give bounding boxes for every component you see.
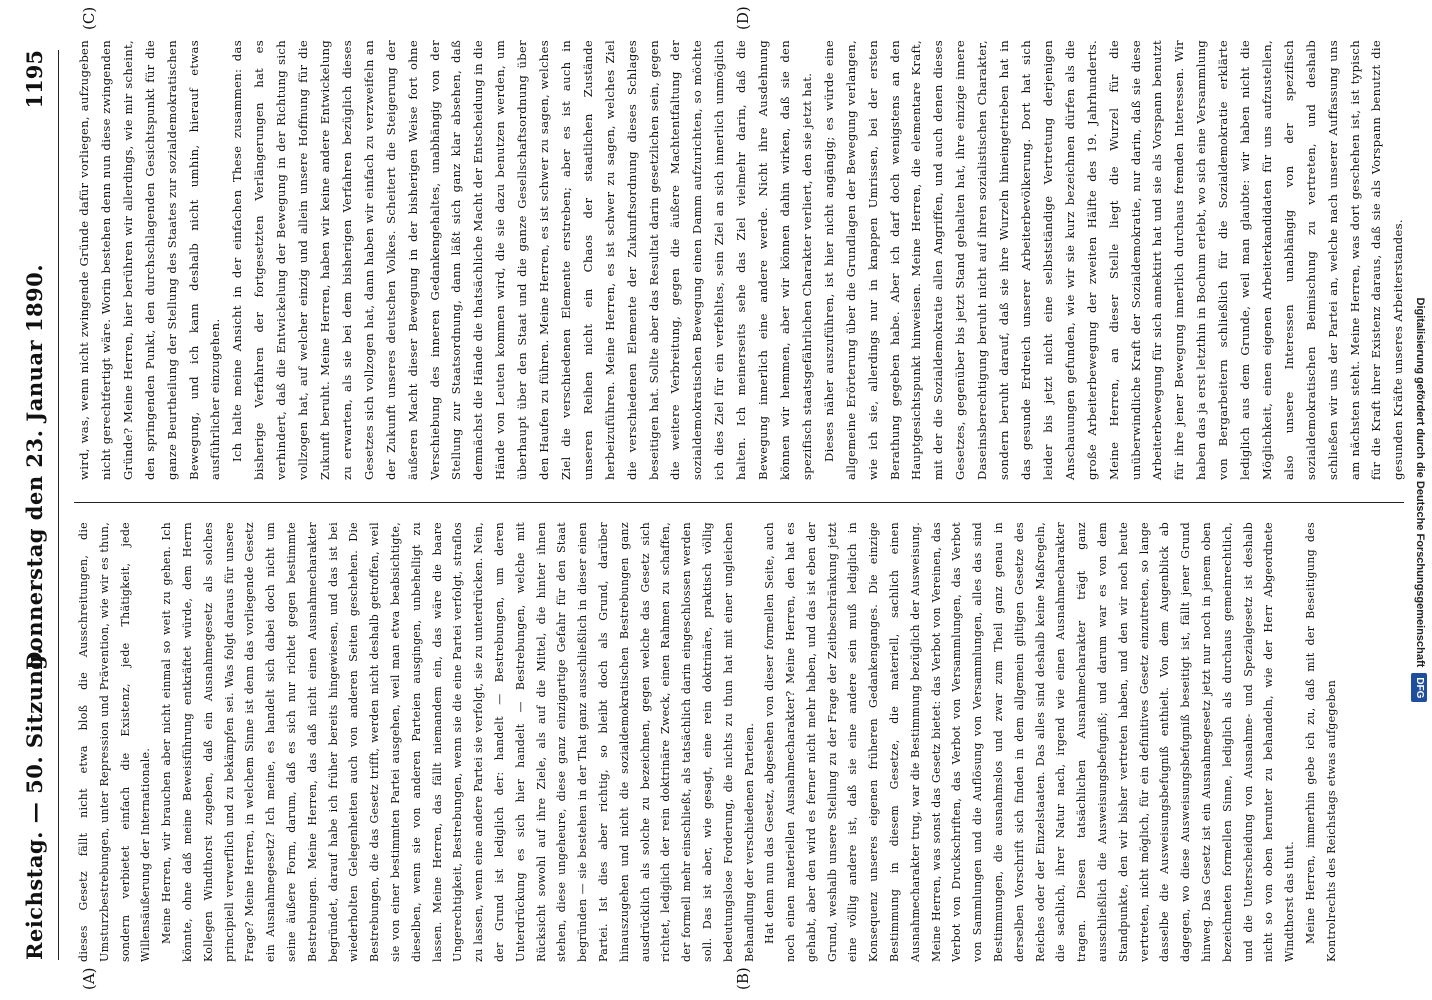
- page-number: 1195: [22, 50, 47, 109]
- page-header: [18, 50, 59, 960]
- paragraph: Hat denn nun das Gesetz, abgesehen von dieser formellen Seite, auch noch einen materiellen Ausnahmecharakter? Meine Herren, den hat es gehabt, aber den wird es ferner nicht mehr haben, und das ist eben der Grund, weshalb unsere Stellung zu der Frage der Zeitbeschränkung jetzt eine völlig andere ist, daß sie eine andere sein muß lediglich in Konsequenz unseres eigenen früheren Gedankenganges. Die einzige Bestimmung in diesem Gesetze, die materiell, sachlich einen Ausnahmecharakter trug, war die Bestimmung bezüglich der Ausweisung. Meine Herren, was sonst das Gesetz bietet: das Verbot von Vereinen, das Verbot von Druckschriften, das Verbot von Versammlungen, das Verbot von Sammlungen und die Auflösung von Versammlungen, alles das sind Bestimmungen, die ausnahmslos und zwar zum Theil ganz genau in derselben Vorschrift sich finden in dem allgemein giltigen Gesetze des Reiches oder der Einzelstaaten. Das alles sind deshalb keine Maßregeln, die sachlich, ihrer Natur nach, irgend wie einen Ausnahmecharakter tragen. Diesen tatsächlichen Ausnahmecharakter trägt ganz ausschließlich die Ausweisungsbefugniß; und darum war es von dem Standpunkte, den wir bisher vertreten haben, und den wir noch heute vertreten, nicht möglich, für ein definitives Gesetz einzutreten, so lange dasselbe die Ausweisungsbefugniß enthielt. Von dem Augenblick ab dagegen, wo diese Ausweisungsbefugniß beseitigt ist, fällt jener Grund hinweg. Das Gesetz ist ein Ausnahmegesetz jetzt nur noch in jenem oben bezeichneten formellen Sinne, lediglich als durchaus gemeinrechtlich, und die Unterscheidung von Ausnahme- und Spezialgesetz ist deshalb nicht so von oben herunter zu behandeln, wie der Herr Abgeordnete Windthorst das thut.: [763, 522, 1297, 962]
- header-session: Reichstag. — 50. Sitzung.: [22, 646, 47, 960]
- margin-marker-c: (C): [80, 6, 98, 30]
- paragraph: Meine Herren, immerhin gebe ich zu, daß mit der Beseitigung des Kontrolrechts des Reichstags etwas aufgegeben: [1304, 522, 1338, 962]
- digitization-credit: [1411, 0, 1428, 1000]
- left-text-column: [74, 522, 1343, 962]
- dfg-logo: DFG: [1411, 673, 1427, 702]
- margin-marker-a: (A): [80, 967, 98, 990]
- margin-marker-d: (D): [734, 6, 752, 30]
- paragraph: Meine Herren, wir brauchen aber nicht einmal so weit zu gehen. Ich könnte, ohne daß meine Beweisführung entkräftet würde, dem Herrn Kollegen Windthorst zugeben, daß ein Ausnahmegesetz als solches principiell verwerflich und zu bekämpfen sei. Was folgt daraus für unsere Frage? Meine Herren, in welchem Sinne ist denn das vorliegende Gesetz ein Ausnahmegesetz? Ich meine, es handelt sich dabei doch nicht um seine äußere Form, darum, daß es sich nur richtet gegen bestimmte Bestrebungen. Meine Herren, das daß nicht einen Ausnahmecharakter begründet, darauf habe ich früher bereits hingewiesen, und das ist bei wiederholten Gelegenheiten auch von anderen Seiten geschehen. Die Bestrebungen, die das Gesetz trifft, werden nicht deshalb getroffen, weil sie von einer bestimmten Partei ausgehen, weil man etwa beabsichtigte, dieselben, wenn sie von anderen Parteien ausgingen, unbehelligt zu lassen. Meine Herren, das fällt niemandem ein, das wäre die baare Ungerechtigkeit, Bestrebungen, wenn sie die eine Partei verfolgt, straflos zu lassen, wenn eine andere Partei sie verfolgt, sie zu unterdrücken. Nein, der Grund ist lediglich der: handelt — Bestrebungen, um deren Unterdrückung es sich hier handelt — Bestrebungen, welche mit Rücksicht sowohl auf ihre Ziele, als auf die Mittel, die hinter ihnen stehen, diese ungeheure, diese ganz einzigartige Gefahr für den Staat begründen — sie bestehen in der That ganz ausschließlich in dieser einen Partei. Ist dies aber richtig, so bleibt doch als Grund, darüber hinauszugehen und nicht die sozialdemokratischen Bestrebungen ganz ausdrücklich als solche zu bezeichnen, gegen welche das Gesetz sich richtet, lediglich der rein doktrinäre Zweck, einen Rahmen zu schaffen, der formell mehr einschließt, als tatsächlich darin eingeschlossen werden soll. Das ist aber, wie gesagt, eine rein doktrinäre, praktisch völlig bedeutungslose Forderung, die nichts zu thun hat mit einer ungleichen Behandlung der verschiedenen Parteien.: [160, 522, 756, 962]
- header-date: Donnerstag den 23. Januar 1890.: [22, 263, 47, 670]
- column-divider: [74, 502, 1404, 503]
- right-text-column: [74, 40, 1410, 480]
- paragraph: wird, was, wenn nicht zwingende Gründe dafür vorliegen, aufzugeben nicht gerechtfertigt wäre. Worin bestehen denn nun diese zwingenden Gründe? Meine Herren, hier berühren wir allerdings, wie mir scheint, den springenden Punkt, den durchschlagenden Gesichtspunkt für die ganze Beurtheilung der Stellung des Staates zur sozialdemokratischen Bewegung, und ich kann deshalb nicht umhin, hierauf etwas ausführlicher einzugehen.: [77, 40, 223, 480]
- paragraph: Dieses näher auszuführen, ist hier nicht angängig; es würde eine allgemeine Erörterung über die Grundlagen der Bewegung verlangen, wie ich sie, allerdings nur in knappen Umrissen, bei der ersten Berathung gegeben habe. Aber ich darf doch wenigstens an den Hauptgesichtspunkt hinweisen. Meine Herren, die elementare Kraft, mit der die Sozialdemokratie allen Angriffen, und auch denen dieses Gesetzes, gegenüber bis jetzt Stand gehalten hat, ihre einzige innere Daseinsberechtigung beruht nicht auf ihren sozialistischen Charakter, sondern beruht darauf, daß sie ihre Wurzeln hineingetrieben hat in das gesunde Erdreich unserer Arbeiterbevölkerung. Dort hat sich leider bis jetzt nicht eine selbstständige Vertretung derjenigen Anschauungen gefunden, wie wir sie kurz bezeichnen dürfen als die große Arbeiterbewegung der zweiten Hälfte des 19. Jahrhunderts. Meine Herren, an dieser Stelle liegt die Wurzel für die unüberwindliche Kraft der Sozialdemokratie, nur darin, daß sie diese Arbeiterbewegung für sich annektirt hat und sie als Vorspann benutzt für ihre jener Bewegung innerlich durchaus fremden Interessen. Wir haben das ja erst letzthin in Bochum erlebt, wo sich eine Versammlung von Bergarbeitern schließlich für die Sozialdemokratie erklärte lediglich aus dem Grunde, weil man glaubte: wir haben nicht die Möglichkeit, einen eigenen Arbeiterkandidaten für uns aufzustellen, also unsere Interessen unabhängig von der spezifisch sozialdemokratischen Beimischung zu vertreten, und deshalb schließen wir uns der Partei an, welche nach unserer Auffassung uns am nächsten steht. Meine Herren, was dort geschehen ist, ist typisch für die Kraft ihrer Existenz daraus, daß sie als Vorspann benutzt die gesunden Kräfte unseres Arbeiterstandes.: [821, 40, 1406, 480]
- credit-text: Digitalisierung gefördert durch die Deutsche Forschungsgemeinschaft: [1414, 297, 1426, 668]
- paragraph: dieses Gesetz fällt nicht etwa bloß die Ausschreitungen, die Umsturzbestrebungen, unter Repression und Prävention, wie wir es thun, sondern verbietet einfach die Existenz, jede Thätigkeit, jede Willensäußerung der Internationale.: [77, 522, 153, 962]
- margin-marker-b: (B): [734, 967, 752, 990]
- paragraph: Ich halte meine Ansicht in der einfachen These zusammen: das bisherige Verfahren der fortgesetzten Verlängerungen hat es verhindert, daß die Entwickelung der Bewegung in der Richtung sich vollzogen hat, auf welcher einzig und allein unsere Hoffnung für die Zukunft beruht. Meine Herren, haben wir keine andere Entwickelung zu erwarten, als sie bei dem bisherigen Verfahren bezüglich dieses Gesetzes sich vollzogen hat, dann haben wir einfach zu verzweifeln an der Zukunft unseres deutschen Volkes. Scheitert die Steigerung der äußeren Macht dieser Bewegung in der bisherigen Weise fort ohne Verschiebung des inneren Gedankengehaltes, unabhängig von der Stellung zur Staatsordnung, dann läßt sich ganz klar absehen, daß demnächst die Hände die thatsächliche Macht der Entscheidung in die Hände von Leuten kommen wird, die sie dazu benutzen werden, um überhaupt über den Staat und die ganze Gesellschaftsordnung über den Haufen zu führen. Meine Herren, es ist schwer zu sagen, welches Ziel die verschiedenen Elemente erstreben; aber es ist auch in unseren Reihen nicht ein Chaos der staatlichen Zustände herbeizuführen. Meine Herren, es ist schwer zu sagen, welches Ziel die verschiedenen Elemente der Zukunftsordnung dieses Schlages beseitigen hat. Sollte aber das Resultat darin gesetzlichen sein, gegen die weitere Verbreitung, gegen die äußere Machtentfaltung der sozialdemokratischen Bewegung einen Damm aufzurichten, so möchte ich dies Ziel für ein verfehltes, sein Ziel an sich innerlich unmöglich halten. Ich meinerseits sehe das Ziel vielmehr darin, daß die Bewegung innerlich eine andere werde. Nicht ihre Ausdehnung können wir hemmen, aber wir können dahin wirken, daß sie den spezifisch staatsgefährlichen Charakter verliert, den sie jetzt hat.: [230, 40, 814, 480]
